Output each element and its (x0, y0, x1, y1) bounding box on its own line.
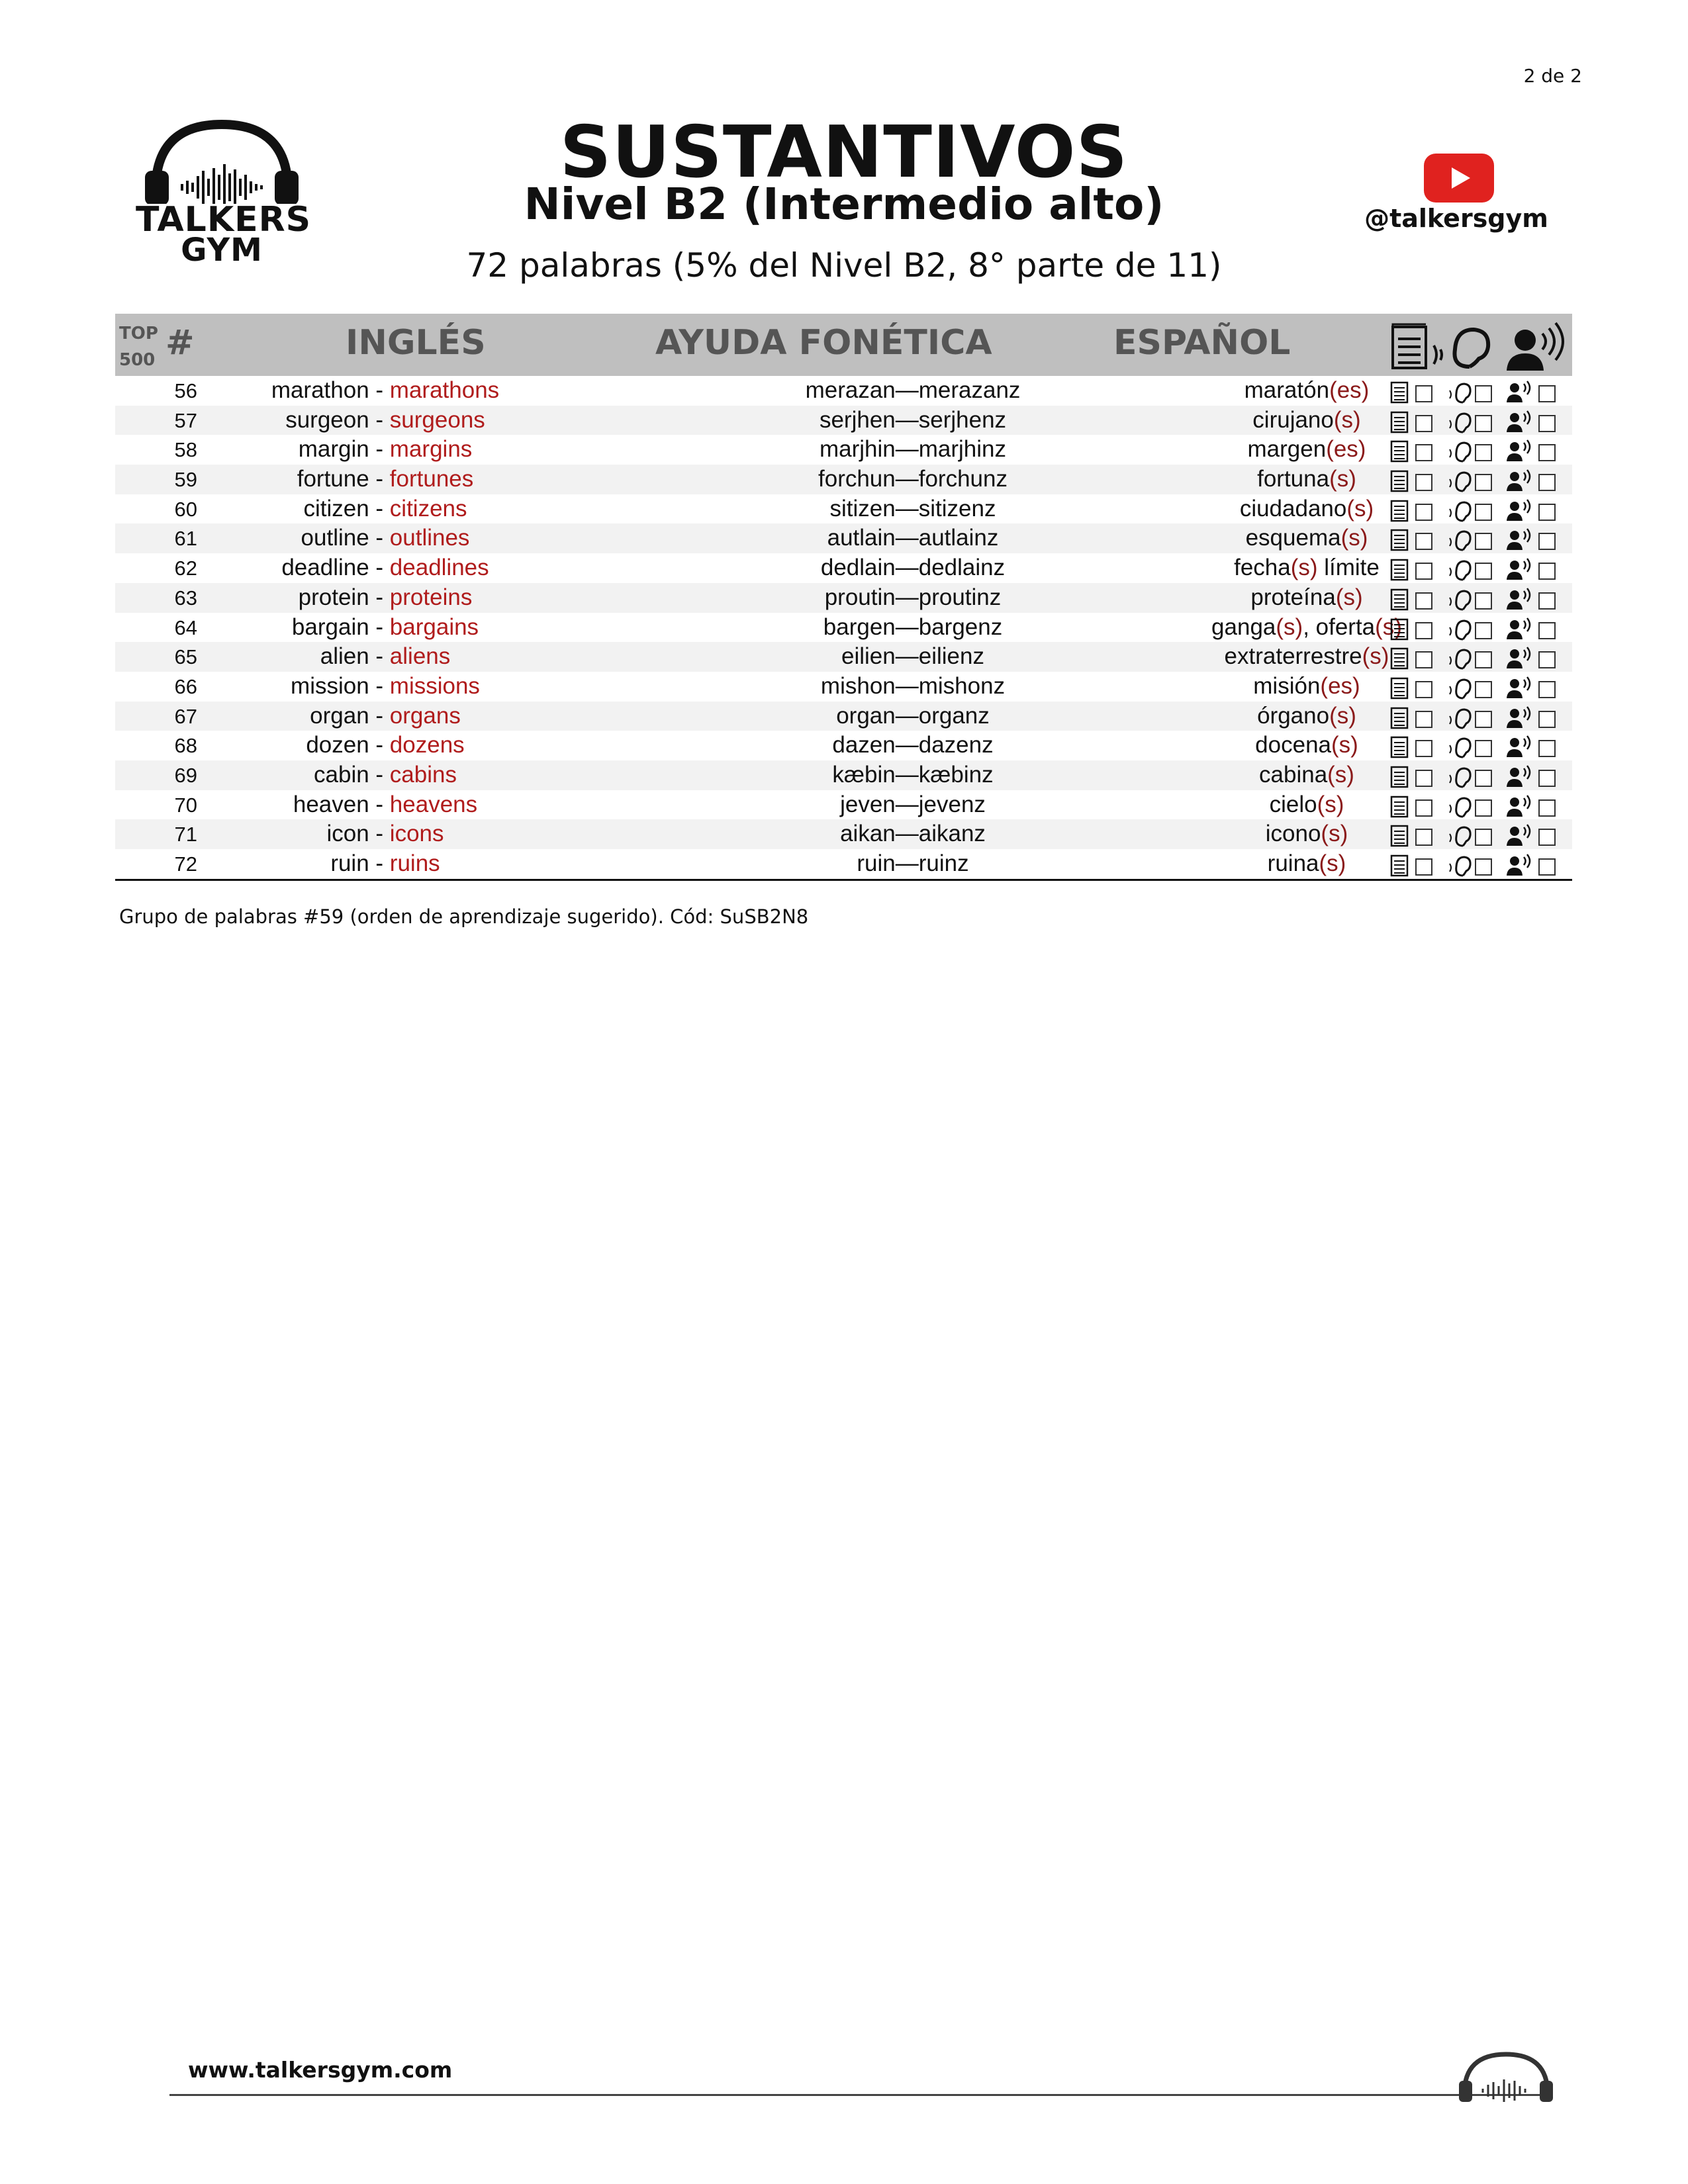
phonetic-help: organ—organz (836, 702, 990, 729)
ear-icon (1446, 705, 1472, 729)
listen-checkbox[interactable] (1475, 770, 1492, 787)
spanish-suffix: (s) (1331, 732, 1358, 758)
spanish-base: ruina (1267, 850, 1319, 876)
listen-checkbox[interactable] (1475, 799, 1492, 817)
spanish-base: esquema (1245, 525, 1341, 551)
spanish-base: extraterrestre (1224, 643, 1362, 670)
ear-icon (1446, 617, 1472, 641)
listen-checkbox[interactable] (1475, 504, 1492, 521)
read-checkbox[interactable] (1415, 799, 1432, 817)
phonetic-help: autlain—autlainz (827, 525, 999, 551)
english-word: ruin - ruins (330, 850, 440, 876)
ear-icon (1446, 735, 1472, 758)
spanish-base: órgano (1257, 702, 1330, 729)
spanish-suffix: (s) (1327, 761, 1354, 788)
spanish-suffix: (s) (1290, 555, 1318, 581)
speaker-icon (1505, 527, 1534, 551)
document-icon (1390, 498, 1410, 522)
english-plural: fortunes (389, 466, 474, 492)
ear-icon (1446, 410, 1472, 433)
table-row (115, 790, 1572, 820)
speak-checkbox[interactable] (1538, 504, 1556, 521)
spanish-suffix: (s) (1319, 850, 1346, 876)
spanish-extra: , oferta (1303, 614, 1376, 640)
document-icon (1390, 646, 1410, 670)
word-number: 70 (174, 793, 197, 817)
speaker-icon (1505, 676, 1534, 700)
listen-checkbox[interactable] (1475, 622, 1492, 639)
speaker-icon (1505, 498, 1534, 522)
ear-icon (1446, 676, 1472, 700)
spanish-base: fortuna (1257, 466, 1330, 492)
spanish-base: ciudadano (1239, 495, 1347, 522)
word-number: 63 (174, 586, 197, 610)
listen-checkbox[interactable] (1475, 592, 1492, 610)
phonetic-help: sitizen—sitizenz (829, 495, 996, 522)
logo-line-1: TALKERS (136, 200, 312, 240)
listen-checkbox[interactable] (1475, 858, 1492, 876)
ear-icon (1446, 764, 1472, 788)
listen-checkbox[interactable] (1475, 563, 1492, 580)
speak-checkbox[interactable] (1538, 651, 1556, 668)
english-plural: ruins (389, 850, 440, 876)
page-number: 2 de 2 (1523, 65, 1582, 87)
table-row (115, 613, 1572, 643)
read-checkbox[interactable] (1415, 444, 1432, 461)
table-row (115, 672, 1572, 702)
phonetic-help: marjhin—marjhinz (819, 436, 1007, 463)
header-top500: TOP 500 (119, 324, 158, 370)
speak-checkbox[interactable] (1538, 533, 1556, 550)
spanish-suffix: (s) (1340, 525, 1368, 551)
document-icon (1390, 676, 1410, 700)
table-row (115, 406, 1572, 435)
spanish-suffix: (s) (1335, 584, 1363, 610)
english-word: mission - missions (291, 672, 480, 699)
english-word: organ - organs (310, 702, 461, 729)
listen-checkbox[interactable] (1475, 444, 1492, 461)
listen-checkbox[interactable] (1475, 681, 1492, 698)
english-plural: heavens (389, 791, 478, 817)
listen-checkbox[interactable] (1475, 711, 1492, 728)
listen-checkbox[interactable] (1475, 474, 1492, 491)
speak-checkbox[interactable] (1538, 415, 1556, 432)
speaker-icon (1505, 735, 1534, 758)
document-icon (1390, 410, 1410, 433)
english-word: icon - icons (326, 821, 444, 847)
speaker-icon (1505, 410, 1534, 433)
listen-checkbox[interactable] (1475, 740, 1492, 757)
speak-checkbox[interactable] (1538, 770, 1556, 787)
speaker-icon (1505, 853, 1534, 877)
table-row (115, 435, 1572, 465)
document-icon (1390, 794, 1410, 818)
phonetic-help: kæbin—kæbinz (832, 761, 994, 788)
spanish-suffix: (es) (1320, 672, 1360, 699)
header-phonetic: AYUDA FONÉTICA (655, 323, 992, 363)
english-plural: surgeons (389, 406, 485, 433)
table-row (115, 819, 1572, 849)
spanish-base: cabina (1259, 761, 1328, 788)
ear-icon (1446, 587, 1472, 611)
spanish-suffix: (s) (1321, 821, 1348, 847)
english-word: outline - outlines (301, 525, 470, 551)
english-word: heaven - heavens (293, 791, 478, 817)
english-plural: cabins (389, 761, 457, 788)
english-singular: margin (298, 436, 369, 463)
ear-icon (1446, 646, 1472, 670)
phonetic-help: merazan—merazanz (805, 377, 1021, 403)
ear-icon (1446, 853, 1472, 877)
table-row (115, 494, 1572, 524)
spanish-base: fecha (1234, 555, 1291, 581)
phonetic-help: dazen—dazenz (832, 732, 994, 758)
speaker-icon (1505, 587, 1534, 611)
english-plural: icons (389, 821, 444, 847)
english-word: alien - aliens (320, 643, 451, 670)
table-row (115, 376, 1572, 406)
spanish-base: cielo (1269, 791, 1317, 817)
read-checkbox[interactable] (1415, 622, 1432, 639)
speaker-icon (1505, 646, 1534, 670)
english-plural: outlines (389, 525, 470, 551)
document-icon (1390, 439, 1410, 463)
speaker-icon (1505, 439, 1534, 463)
spanish-suffix: (es) (1326, 436, 1366, 463)
english-singular: dozen (306, 732, 369, 758)
english-plural: aliens (389, 643, 451, 670)
phonetic-help: serjhen—serjhenz (819, 406, 1007, 433)
english-word: dozen - dozens (306, 732, 465, 758)
phonetic-help: jeven—jevenz (840, 791, 986, 817)
speak-checkbox[interactable] (1538, 563, 1556, 580)
header-english: INGLÉS (346, 323, 486, 363)
ear-icon (1446, 557, 1472, 581)
table-row (115, 849, 1572, 879)
speak-checkbox[interactable] (1538, 592, 1556, 610)
table-row (115, 642, 1572, 672)
vocabulary-table (115, 314, 1572, 881)
read-checkbox[interactable] (1415, 474, 1432, 491)
page-title: SUSTANTIVOS (559, 111, 1129, 194)
speaker-icon (1505, 794, 1534, 818)
phonetic-help: mishon—mishonz (820, 672, 1006, 699)
english-plural: margins (389, 436, 473, 463)
document-icon (1390, 705, 1410, 729)
word-number: 60 (174, 497, 197, 521)
table-row (115, 553, 1572, 583)
table-bottom-rule (115, 879, 1572, 881)
english-singular: ruin (330, 850, 369, 876)
english-plural: organs (389, 702, 461, 729)
english-word: fortune - fortunes (297, 466, 474, 492)
english-word: bargain - bargains (291, 614, 479, 640)
table-row (115, 731, 1572, 760)
spanish-suffix: (s) (1329, 466, 1356, 492)
ear-icon (1446, 439, 1472, 463)
english-plural: missions (389, 672, 480, 699)
english-word: marathon - marathons (271, 377, 500, 403)
spanish-suffix: (s) (1346, 495, 1374, 522)
speaker-icon (1505, 617, 1534, 641)
header-icons (1390, 320, 1569, 372)
listen-checkbox[interactable] (1475, 829, 1492, 846)
footer-divider (169, 2094, 1541, 2096)
english-singular: heaven (293, 791, 369, 817)
document-icon (1390, 617, 1410, 641)
word-number: 68 (174, 734, 197, 758)
spanish-suffix: (s) (1329, 702, 1356, 729)
speaker-icon (1505, 823, 1534, 847)
spanish-suffix: (s) (1317, 791, 1344, 817)
english-singular: mission (291, 672, 369, 699)
english-word: protein - proteins (298, 584, 473, 610)
page-description: 72 palabras (5% del Nivel B2, 8° parte de 11) (466, 246, 1222, 285)
english-plural: marathons (389, 377, 500, 403)
read-checkbox[interactable] (1415, 740, 1432, 757)
english-singular: surgeon (285, 406, 369, 433)
english-singular: protein (298, 584, 369, 610)
spanish-base: icono (1265, 821, 1321, 847)
word-number: 62 (174, 557, 197, 580)
word-number: 67 (174, 704, 197, 728)
word-number: 57 (174, 408, 197, 432)
word-number: 71 (174, 823, 197, 846)
english-singular: organ (310, 702, 369, 729)
table-row (115, 583, 1572, 613)
phonetic-help: dedlain—dedlainz (820, 555, 1006, 581)
english-singular: marathon (271, 377, 369, 403)
english-plural: deadlines (389, 555, 489, 581)
english-singular: icon (326, 821, 369, 847)
phonetic-help: proutin—proutinz (824, 584, 1002, 610)
english-word: deadline - deadlines (281, 555, 489, 581)
phonetic-help: ruin—ruinz (857, 850, 969, 876)
word-number: 72 (174, 852, 197, 876)
document-icon (1390, 557, 1410, 581)
spanish-suffix: (es) (1329, 377, 1370, 403)
english-plural: proteins (389, 584, 473, 610)
read-checkbox[interactable] (1415, 415, 1432, 432)
footnote: Grupo de palabras #59 (orden de aprendizaje sugerido). Cód: SuSB2N8 (119, 905, 809, 928)
table-row (115, 760, 1572, 790)
table-row (115, 465, 1572, 494)
english-singular: bargain (291, 614, 369, 640)
english-word: surgeon - surgeons (285, 406, 485, 433)
english-singular: alien (320, 643, 369, 670)
english-plural: bargains (389, 614, 479, 640)
table-row (115, 702, 1572, 731)
document-icon (1390, 853, 1410, 877)
website-link[interactable]: www.talkersgym.com (188, 2057, 453, 2083)
spanish-base: ganga (1211, 614, 1276, 640)
footer-headphones-icon (1456, 2050, 1556, 2105)
document-icon (1390, 527, 1410, 551)
word-number: 58 (174, 438, 197, 462)
youtube-icon[interactable] (1424, 154, 1494, 203)
document-icon (1390, 735, 1410, 758)
english-singular: citizen (303, 495, 369, 522)
spanish-base: cirujano (1252, 406, 1334, 433)
spanish-extra: límite (1317, 555, 1380, 581)
english-plural: citizens (389, 495, 467, 522)
speak-checkbox[interactable] (1538, 444, 1556, 461)
read-checkbox[interactable] (1415, 533, 1432, 550)
speak-checkbox[interactable] (1538, 474, 1556, 491)
read-checkbox[interactable] (1415, 385, 1432, 402)
listen-checkbox[interactable] (1475, 651, 1492, 668)
ear-icon (1446, 380, 1472, 404)
spanish-base: misión (1253, 672, 1321, 699)
speaker-icon (1505, 764, 1534, 788)
ear-icon (1446, 527, 1472, 551)
spanish-base: maratón (1244, 377, 1330, 403)
ear-icon (1446, 469, 1472, 492)
read-checkbox[interactable] (1415, 829, 1432, 846)
speak-checkbox[interactable] (1538, 799, 1556, 817)
speaker-icon (1505, 557, 1534, 581)
english-word: citizen - citizens (303, 495, 467, 522)
logo-line-2: GYM (181, 232, 263, 269)
spanish-base: docena (1255, 732, 1331, 758)
document-icon (1393, 324, 1426, 368)
spanish-base: margen (1247, 436, 1327, 463)
english-singular: deadline (281, 555, 369, 581)
spanish-suffix: (s) (1276, 614, 1303, 640)
word-number: 59 (174, 468, 197, 492)
read-checkbox[interactable] (1415, 563, 1432, 580)
word-number: 61 (174, 527, 197, 551)
read-checkbox[interactable] (1415, 711, 1432, 728)
english-singular: outline (301, 525, 369, 551)
ear-icon (1446, 794, 1472, 818)
table-row (115, 523, 1572, 553)
read-checkbox[interactable] (1415, 592, 1432, 610)
speaker-icon (1505, 380, 1534, 404)
phonetic-help: aikan—aikanz (840, 821, 986, 847)
ear-icon (1446, 498, 1472, 522)
spanish-suffix: (s) (1333, 406, 1361, 433)
read-checkbox[interactable] (1415, 651, 1432, 668)
table-header (115, 314, 1572, 376)
speak-checkbox[interactable] (1538, 681, 1556, 698)
header-number: # (165, 323, 195, 363)
speak-checkbox[interactable] (1538, 829, 1556, 846)
spanish-suffix-2: (s) (1375, 614, 1402, 640)
speaker-icon (1505, 705, 1534, 729)
word-number: 65 (174, 645, 197, 669)
english-singular: cabin (314, 761, 369, 788)
english-word: cabin - cabins (314, 761, 457, 788)
spanish-suffix: (s) (1362, 643, 1389, 670)
document-icon (1390, 823, 1410, 847)
speaker-icon (1507, 323, 1563, 371)
phonetic-help: forchun—forchunz (818, 466, 1008, 492)
speak-checkbox[interactable] (1538, 385, 1556, 402)
phonetic-help: eilien—eilienz (841, 643, 984, 670)
phonetic-help: bargen—bargenz (823, 614, 1003, 640)
document-icon (1390, 587, 1410, 611)
english-singular: fortune (297, 466, 369, 492)
listen-checkbox[interactable] (1475, 415, 1492, 432)
word-number: 69 (174, 763, 197, 787)
listen-checkbox[interactable] (1475, 533, 1492, 550)
speak-checkbox[interactable] (1538, 858, 1556, 876)
word-number: 56 (174, 379, 197, 402)
read-checkbox[interactable] (1415, 504, 1432, 521)
header-spanish: ESPAÑOL (1113, 323, 1291, 363)
word-number: 66 (174, 674, 197, 698)
youtube-handle[interactable]: @talkersgym (1364, 204, 1548, 233)
read-checkbox[interactable] (1415, 858, 1432, 876)
document-icon (1390, 764, 1410, 788)
speak-checkbox[interactable] (1538, 622, 1556, 639)
document-icon (1390, 380, 1410, 404)
page-subtitle: Nivel B2 (Intermedio alto) (524, 179, 1164, 230)
read-checkbox[interactable] (1415, 770, 1432, 787)
listen-checkbox[interactable] (1475, 385, 1492, 402)
speak-checkbox[interactable] (1538, 711, 1556, 728)
table-body (115, 376, 1572, 879)
speaker-icon (1505, 469, 1534, 492)
english-plural: dozens (389, 732, 465, 758)
english-word: margin - margins (298, 436, 473, 463)
word-number: 64 (174, 615, 197, 639)
ear-icon (1434, 330, 1488, 367)
spanish-base: proteína (1250, 584, 1336, 610)
document-icon (1390, 469, 1410, 492)
ear-icon (1446, 823, 1472, 847)
read-checkbox[interactable] (1415, 681, 1432, 698)
speak-checkbox[interactable] (1538, 740, 1556, 757)
